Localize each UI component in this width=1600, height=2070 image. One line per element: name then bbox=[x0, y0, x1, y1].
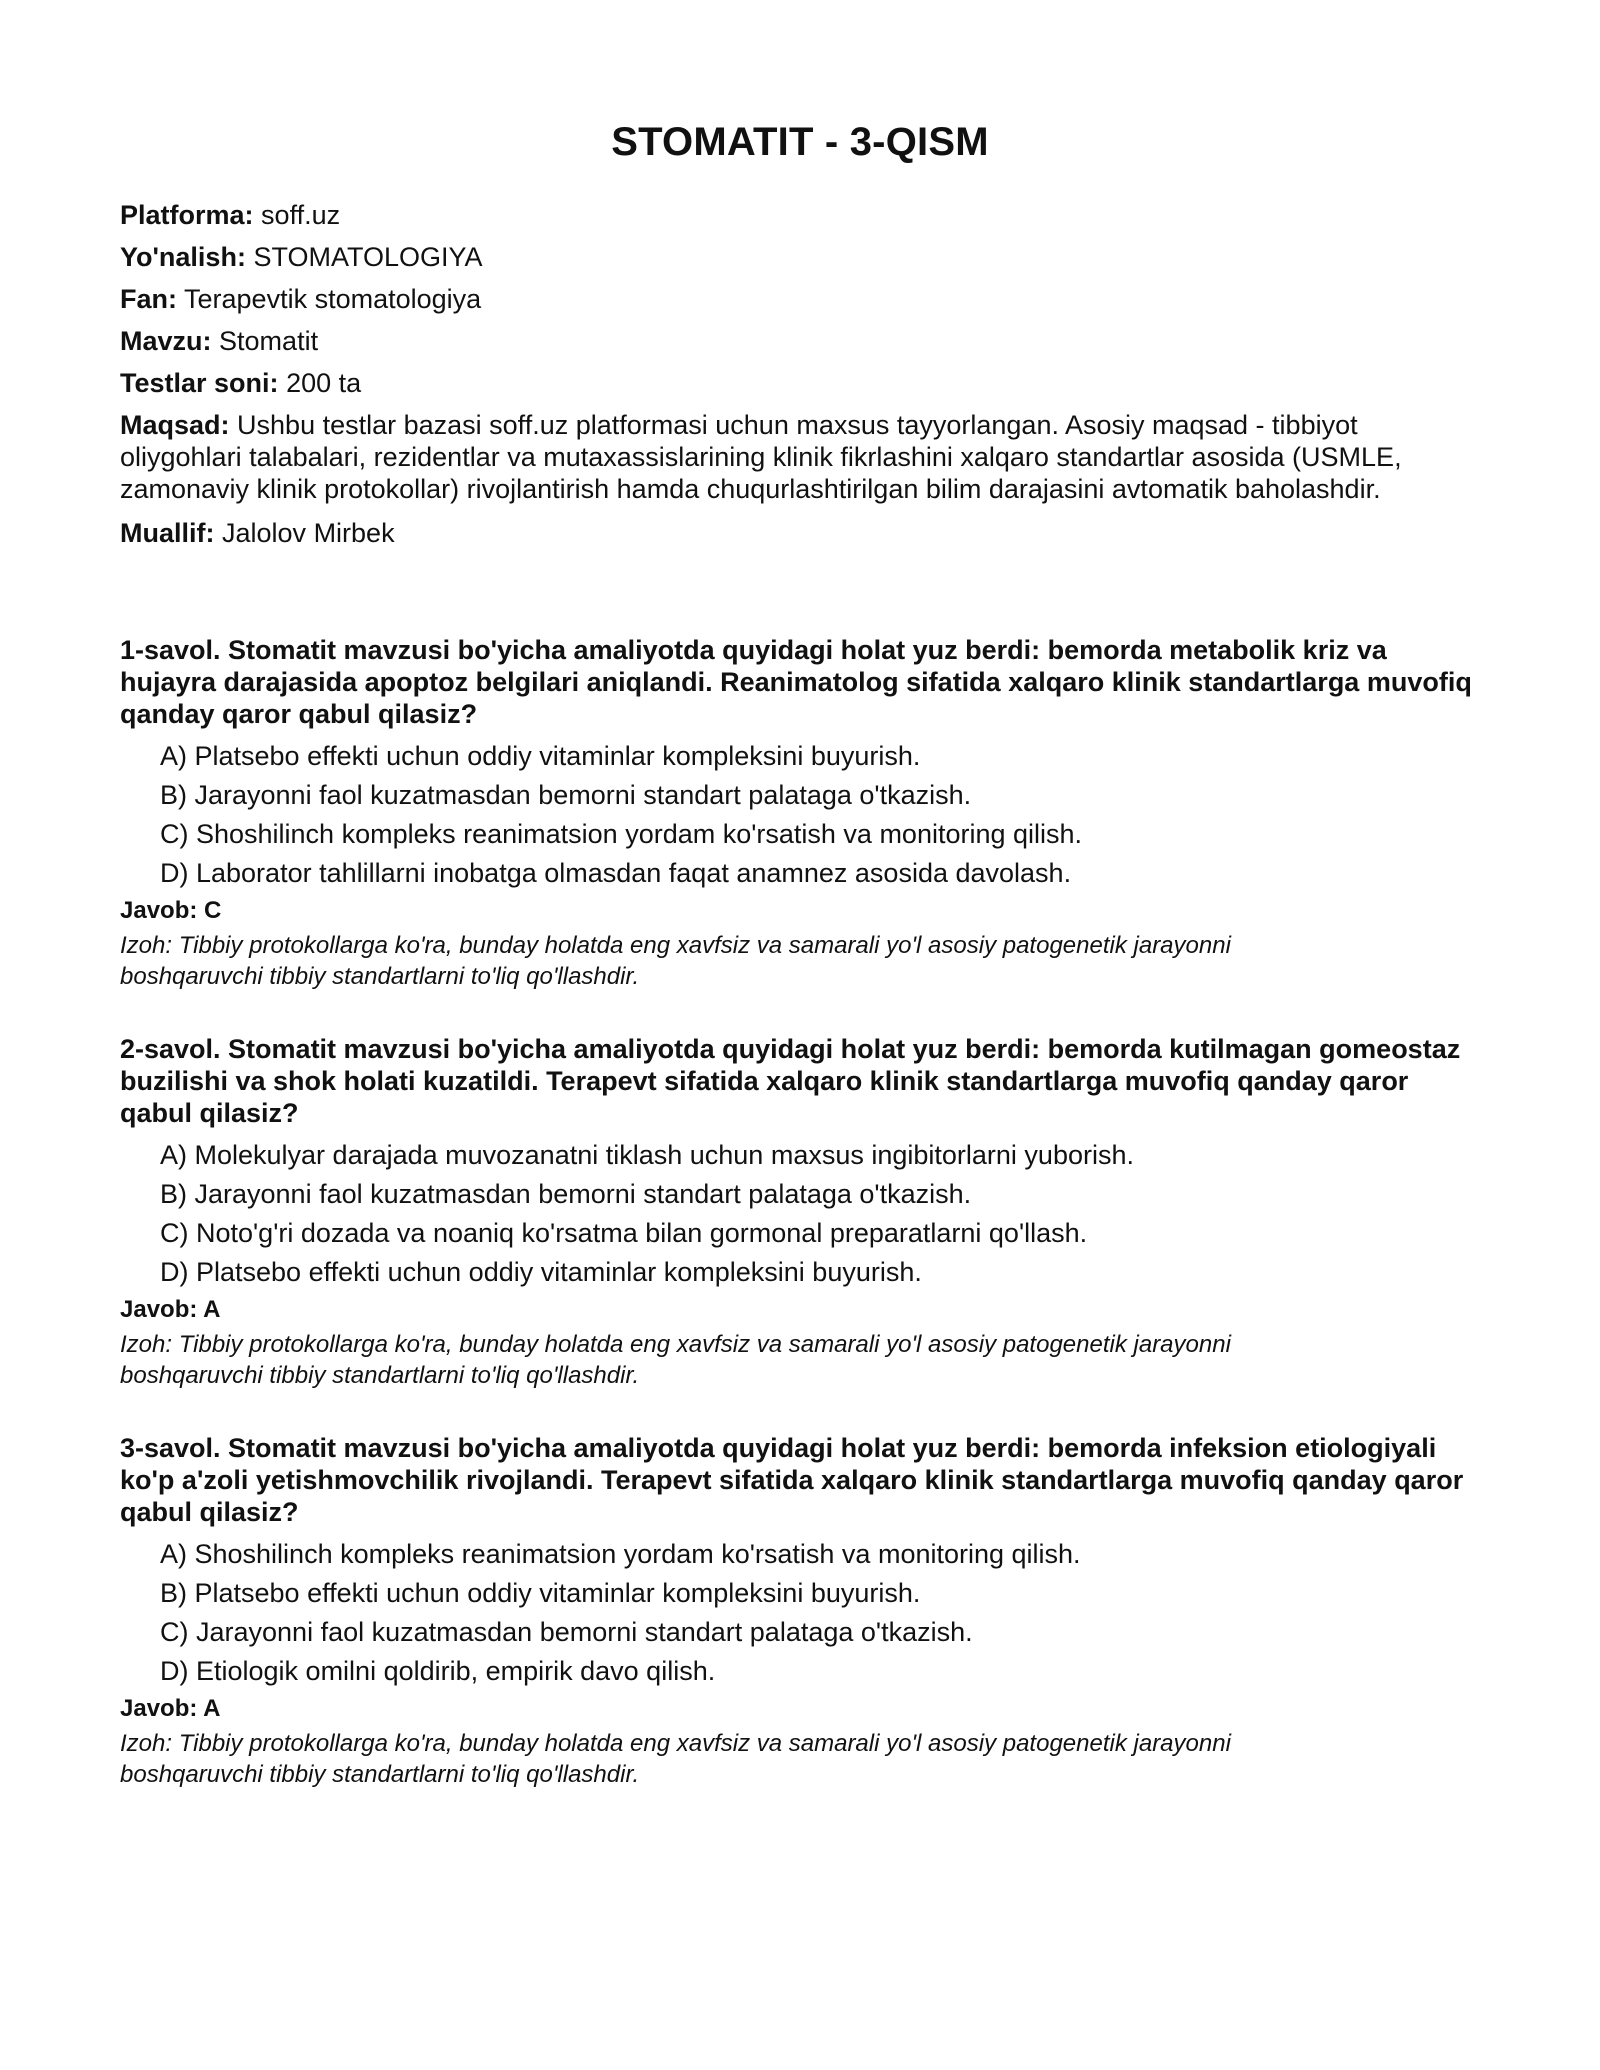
meta-test-count-value: 200 ta bbox=[286, 368, 362, 398]
meta-author-label: Muallif: bbox=[120, 518, 215, 548]
answer-options bbox=[120, 1538, 1480, 1687]
meta-platform bbox=[120, 199, 1480, 231]
meta-topic-value: Stomatit bbox=[219, 326, 319, 356]
meta-test-count bbox=[120, 367, 1480, 399]
meta-subject-label: Fan: bbox=[120, 284, 177, 314]
question-text: 2-savol. Stomatit mavzusi bo'yicha amaliyotda quyidagi holat yuz berdi: bemorda kutilmagan gomeostaz buzilishi va shok holati kuzatildi. Terapevt sifatida xalqaro klinik standartlarga muvofiq qanday qaror qabul qilasiz? bbox=[120, 1034, 1461, 1128]
option-d: D) Etiologik omilni qoldirib, empirik davo qilish. bbox=[160, 1656, 716, 1686]
meta-subject bbox=[120, 283, 1480, 315]
meta-direction bbox=[120, 241, 1480, 273]
option-a: A) Shoshilinch kompleks reanimatsion yordam ko'rsatish va monitoring qilish. bbox=[160, 1539, 1081, 1569]
question-1 bbox=[120, 634, 1480, 992]
meta-subject-value: Terapevtik stomatologiya bbox=[184, 284, 482, 314]
option-d: D) Platsebo effekti uchun oddiy vitaminlar kompleksini buyurish. bbox=[160, 1257, 922, 1287]
meta-test-count-label: Testlar soni: bbox=[120, 368, 279, 398]
option-b: B) Jarayonni faol kuzatmasdan bemorni standart palataga o'tkazish. bbox=[160, 780, 972, 810]
meta-platform-value: soff.uz bbox=[261, 200, 341, 230]
meta-purpose-value: Ushbu testlar bazasi soff.uz platformasi uchun maxsus tayyorlangan. Asosiy maqsad - tibbiyot oliygohlari talabalari, rezidentlar va mutaxassislarining klinik fikrlashini xalqaro standartlar asosida (USMLE, zamonaviy klinik protokollar) rivojlantirish hamda chuqurlashtirilgan bilim darajasini avtomatik baholashdir. bbox=[120, 410, 1402, 504]
option-c: C) Noto'g'ri dozada va noaniq ko'rsatma bilan gormonal preparatlarni qo'llash. bbox=[160, 1218, 1088, 1248]
questions-list bbox=[120, 634, 1480, 1790]
meta-platform-label: Platforma: bbox=[120, 200, 254, 230]
explanation: Izoh: Tibbiy protokollarga ko'ra, bunday holatda eng xavfsiz va samarali yo'l asosiy patogenetik jarayonni boshqaruvchi tibbiy standartlarni to'liq qo'llashdir. bbox=[120, 932, 1231, 990]
option-c: C) Shoshilinch kompleks reanimatsion yordam ko'rsatish va monitoring qilish. bbox=[160, 819, 1083, 849]
option-b: B) Platsebo effekti uchun oddiy vitaminlar kompleksini buyurish. bbox=[160, 1578, 921, 1608]
meta-purpose-label: Maqsad: bbox=[120, 410, 230, 440]
option-a: A) Molekulyar darajada muvozanatni tiklash uchun maxsus ingibitorlarni yuborish. bbox=[160, 1140, 1134, 1170]
question-3 bbox=[120, 1432, 1480, 1790]
meta-author bbox=[120, 517, 1480, 549]
meta-block bbox=[120, 199, 1480, 549]
explanation: Izoh: Tibbiy protokollarga ko'ra, bunday holatda eng xavfsiz va samarali yo'l asosiy patogenetik jarayonni boshqaruvchi tibbiy standartlarni to'liq qo'llashdir. bbox=[120, 1331, 1231, 1389]
option-a: A) Platsebo effekti uchun oddiy vitaminlar kompleksini buyurish. bbox=[160, 741, 921, 771]
explanation: Izoh: Tibbiy protokollarga ko'ra, bunday holatda eng xavfsiz va samarali yo'l asosiy patogenetik jarayonni boshqaruvchi tibbiy standartlarni to'liq qo'llashdir. bbox=[120, 1730, 1231, 1788]
question-text: 3-savol. Stomatit mavzusi bo'yicha amaliyotda quyidagi holat yuz berdi: bemorda infeksion etiologiyali ko'p a'zoli yetishmovchilik rivojlandi. Terapevt sifatida xalqaro klinik standartlarga muvofiq qanday qaror qabul qilasiz? bbox=[120, 1433, 1464, 1527]
meta-purpose bbox=[120, 409, 1480, 505]
option-c: C) Jarayonni faol kuzatmasdan bemorni standart palataga o'tkazish. bbox=[160, 1617, 973, 1647]
answer-key: Javob: A bbox=[120, 1296, 221, 1323]
meta-direction-label: Yo'nalish: bbox=[120, 242, 246, 272]
option-b: B) Jarayonni faol kuzatmasdan bemorni standart palataga o'tkazish. bbox=[160, 1179, 972, 1209]
meta-direction-value: STOMATOLOGIYA bbox=[253, 242, 483, 272]
question-text: 1-savol. Stomatit mavzusi bo'yicha amaliyotda quyidagi holat yuz berdi: bemorda metabolik kriz va hujayra darajasida apoptoz belgilari aniqlandi. Reanimatolog sifatida xalqaro klinik standartlarga muvofiq qanday qaror qabul qilasiz? bbox=[120, 635, 1472, 729]
meta-topic bbox=[120, 325, 1480, 357]
meta-topic-label: Mavzu: bbox=[120, 326, 212, 356]
answer-options bbox=[120, 740, 1480, 889]
page-title: STOMATIT - 3-QISM bbox=[611, 120, 989, 164]
answer-key: Javob: C bbox=[120, 897, 222, 924]
answer-key: Javob: A bbox=[120, 1695, 221, 1722]
option-d: D) Laborator tahlillarni inobatga olmasdan faqat anamnez asosida davolash. bbox=[160, 858, 1072, 888]
question-2 bbox=[120, 1033, 1480, 1391]
meta-author-value: Jalolov Mirbek bbox=[222, 518, 395, 548]
answer-options bbox=[120, 1139, 1480, 1288]
